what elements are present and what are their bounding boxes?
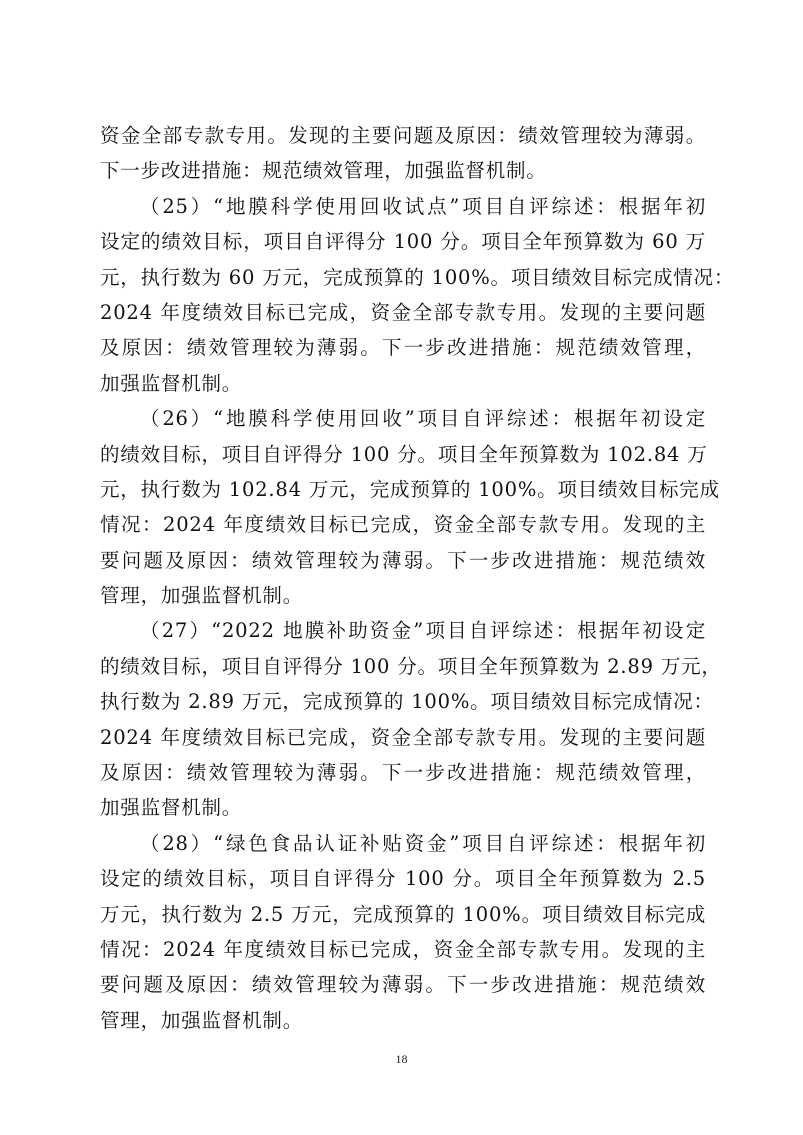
text-line: 执行数为 2.89 万元，完成预算的 100%。项目绩效目标完成情况： <box>100 690 714 714</box>
text-line: 的绩效目标，项目自评得分 100 分。项目全年预算数为 102.84 万 <box>100 442 708 466</box>
document-body <box>100 118 735 1038</box>
text-line: 下一步改进措施：规范绩效管理，加强监督机制。 <box>100 159 547 183</box>
text-line: 的绩效目标，项目自评得分 100 分。项目全年预算数为 2.89 万元， <box>100 654 722 678</box>
text-line: （25）“地膜科学使用回收试点”项目自评综述：根据年初 <box>140 194 706 218</box>
text-line: 设定的绩效目标，项目自评得分 100 分。项目全年预算数为 60 万 <box>100 230 706 254</box>
text-line: 元，执行数为 102.84 万元，完成预算的 100%。项目绩效目标完成 <box>100 477 720 501</box>
text-line: （26）“地膜科学使用回收”项目自评综述：根据年初设定 <box>140 407 706 431</box>
text-line: 2024 年度绩效目标已完成，资金全部专款专用。发现的主要问题 <box>100 300 706 324</box>
text-line: 资金全部专款专用。发现的主要问题及原因：绩效管理较为薄弱。 <box>100 124 706 147</box>
text-line: 管理，加强监督机制。 <box>100 1008 304 1032</box>
text-line: 及原因：绩效管理较为薄弱。下一步改进措施：规范绩效管理， <box>100 761 706 785</box>
page-number: 18 <box>395 1052 408 1066</box>
text-line: 设定的绩效目标，项目自评得分 100 分。项目全年预算数为 2.5 <box>100 867 706 891</box>
text-line: （28）“绿色食品认证补贴资金”项目自评综述：根据年初 <box>140 831 706 855</box>
text-line: 2024 年度绩效目标已完成，资金全部专款专用。发现的主要问题 <box>100 725 706 749</box>
text-line: 要问题及原因：绩效管理较为薄弱。下一步改进措施：规范绩效 <box>100 973 706 997</box>
text-line: 元，执行数为 60 万元，完成预算的 100%。项目绩效目标完成情况： <box>100 265 735 289</box>
text-line: 万元，执行数为 2.5 万元，完成预算的 100%。项目绩效目标完成 <box>100 902 706 926</box>
text-line: 管理，加强监督机制。 <box>100 584 304 608</box>
text-line: 加强监督机制。 <box>100 796 243 820</box>
text-line: 及原因：绩效管理较为薄弱。下一步改进措施：规范绩效管理， <box>100 336 706 360</box>
text-line: 要问题及原因：绩效管理较为薄弱。下一步改进措施：规范绩效 <box>100 548 706 572</box>
text-line: 加强监督机制。 <box>100 371 243 395</box>
text-line: （27）“2022 地膜补助资金”项目自评综述：根据年初设定 <box>140 619 706 643</box>
text-line: 情况：2024 年度绩效目标已完成，资金全部专款专用。发现的主 <box>100 513 706 537</box>
text-line: 情况：2024 年度绩效目标已完成，资金全部专款专用。发现的主 <box>100 937 706 961</box>
